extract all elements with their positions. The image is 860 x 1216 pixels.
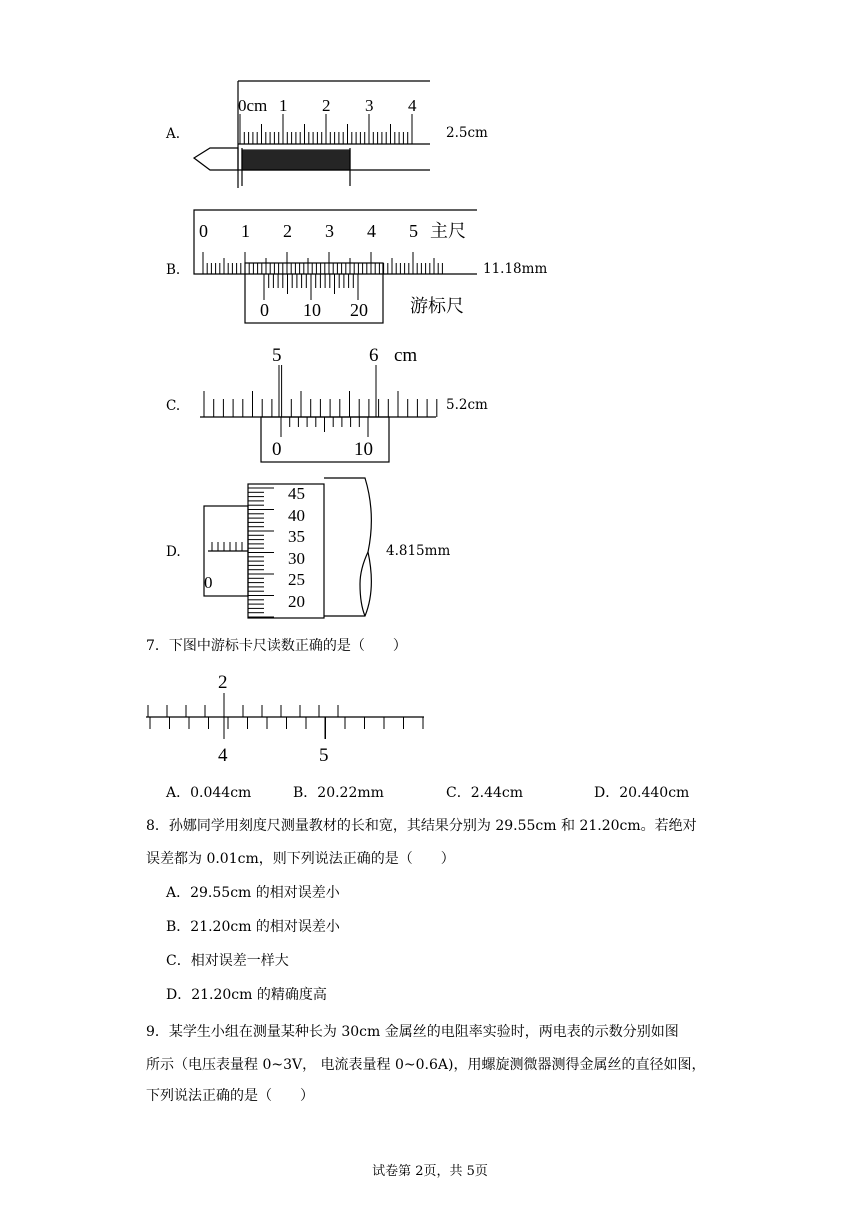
q7-vernier-label: 5: [319, 745, 329, 766]
option-a-value: 2.5cm: [446, 125, 488, 141]
q7-option-d: D．20.440cm: [594, 785, 690, 801]
q9-line3: 下列说法正确的是（ ）: [146, 1088, 314, 1104]
q7-vernier-label: 4: [218, 745, 228, 766]
q7-stem: 7．下图中游标卡尺读数正确的是（ ）: [146, 638, 407, 654]
ruler-a-label: 4: [408, 96, 417, 115]
main-scale-c-unit: cm: [394, 345, 418, 366]
option-c-value: 5.2cm: [446, 397, 488, 413]
main-scale-c-label: 5: [272, 345, 282, 366]
q7-option-a: A．0.044cm: [166, 785, 252, 801]
q8-stem-line2: 误差都为 0.01cm，则下列说法正确的是（ ）: [146, 851, 455, 867]
thimble-d-label: 30: [288, 549, 305, 568]
q8-option-d: D．21.20cm 的精确度高: [166, 987, 327, 1003]
option-a-letter: A.: [166, 126, 181, 142]
ruler-a-label: 0cm: [238, 96, 268, 115]
main-scale-b-label: 3: [325, 221, 334, 241]
vernier-c-label: 0: [272, 439, 282, 460]
option-b-letter: B.: [166, 262, 181, 278]
option-d-screw-micrometer-figure: [200, 474, 384, 620]
thimble-d-label: 35: [288, 527, 305, 546]
sleeve-d-label: 0: [204, 573, 213, 592]
option-a-micrometer-figure: [190, 78, 435, 190]
main-scale-c-label: 6: [369, 345, 379, 366]
option-c-vernier-figure: [198, 342, 442, 464]
q8-option-c: C．相对误差一样大: [166, 953, 289, 969]
vernier-b-label: 0: [260, 300, 269, 320]
option-d-letter: D.: [166, 544, 181, 560]
vernier-b-label: 20: [350, 300, 368, 320]
thimble-d-label: 45: [288, 484, 305, 503]
vernier-b-name: 游标尺: [410, 296, 464, 316]
q8-stem-line1: 8．孙娜同学用刻度尺测量教材的长和宽，其结果分别为 29.55cm 和 21.20cm。若绝对: [146, 818, 697, 834]
ruler-a-label: 3: [365, 96, 374, 115]
option-b-vernier-caliper-figure: [192, 208, 482, 326]
vernier-c-label: 10: [354, 439, 373, 460]
q7-option-b: B．20.22mm: [293, 785, 384, 801]
thimble-d-label: 40: [288, 506, 305, 525]
q8-option-b: B．21.20cm 的相对误差小: [166, 919, 340, 935]
thimble-d-label: 20: [288, 592, 305, 611]
main-scale-b-label: 1: [241, 221, 250, 241]
ruler-a-label: 2: [322, 96, 331, 115]
q7-option-c: C．2.44cm: [446, 785, 523, 801]
q7-main-label: 2: [218, 672, 228, 693]
option-c-letter: C.: [166, 398, 181, 414]
q9-line2: 所示（电压表量程 0~3V， 电流表量程 0~0.6A)，用螺旋测微器测得金属丝的直径如图，: [146, 1057, 706, 1073]
main-scale-b-label: 5: [409, 221, 418, 241]
option-d-value: 4.815mm: [386, 543, 451, 559]
main-scale-b-label: 2: [283, 221, 292, 241]
ruler-a-label: 1: [279, 96, 288, 115]
q8-option-a: A．29.55cm 的相对误差小: [166, 885, 340, 901]
main-scale-b-name: 主尺: [430, 221, 466, 241]
main-scale-b-label: 4: [367, 221, 376, 241]
q7-vernier-figure: [144, 668, 426, 768]
thimble-d-label: 25: [288, 570, 305, 589]
page-footer: 试卷第 2页，共 5页: [372, 1164, 488, 1179]
vernier-b-label: 10: [303, 300, 321, 320]
main-scale-b-label: 0: [199, 221, 208, 241]
option-b-value: 11.18mm: [483, 261, 548, 277]
q9-line1: 9．某学生小组在测量某种长为 30cm 金属丝的电阻率实验时，两电表的示数分别如图: [146, 1024, 679, 1040]
